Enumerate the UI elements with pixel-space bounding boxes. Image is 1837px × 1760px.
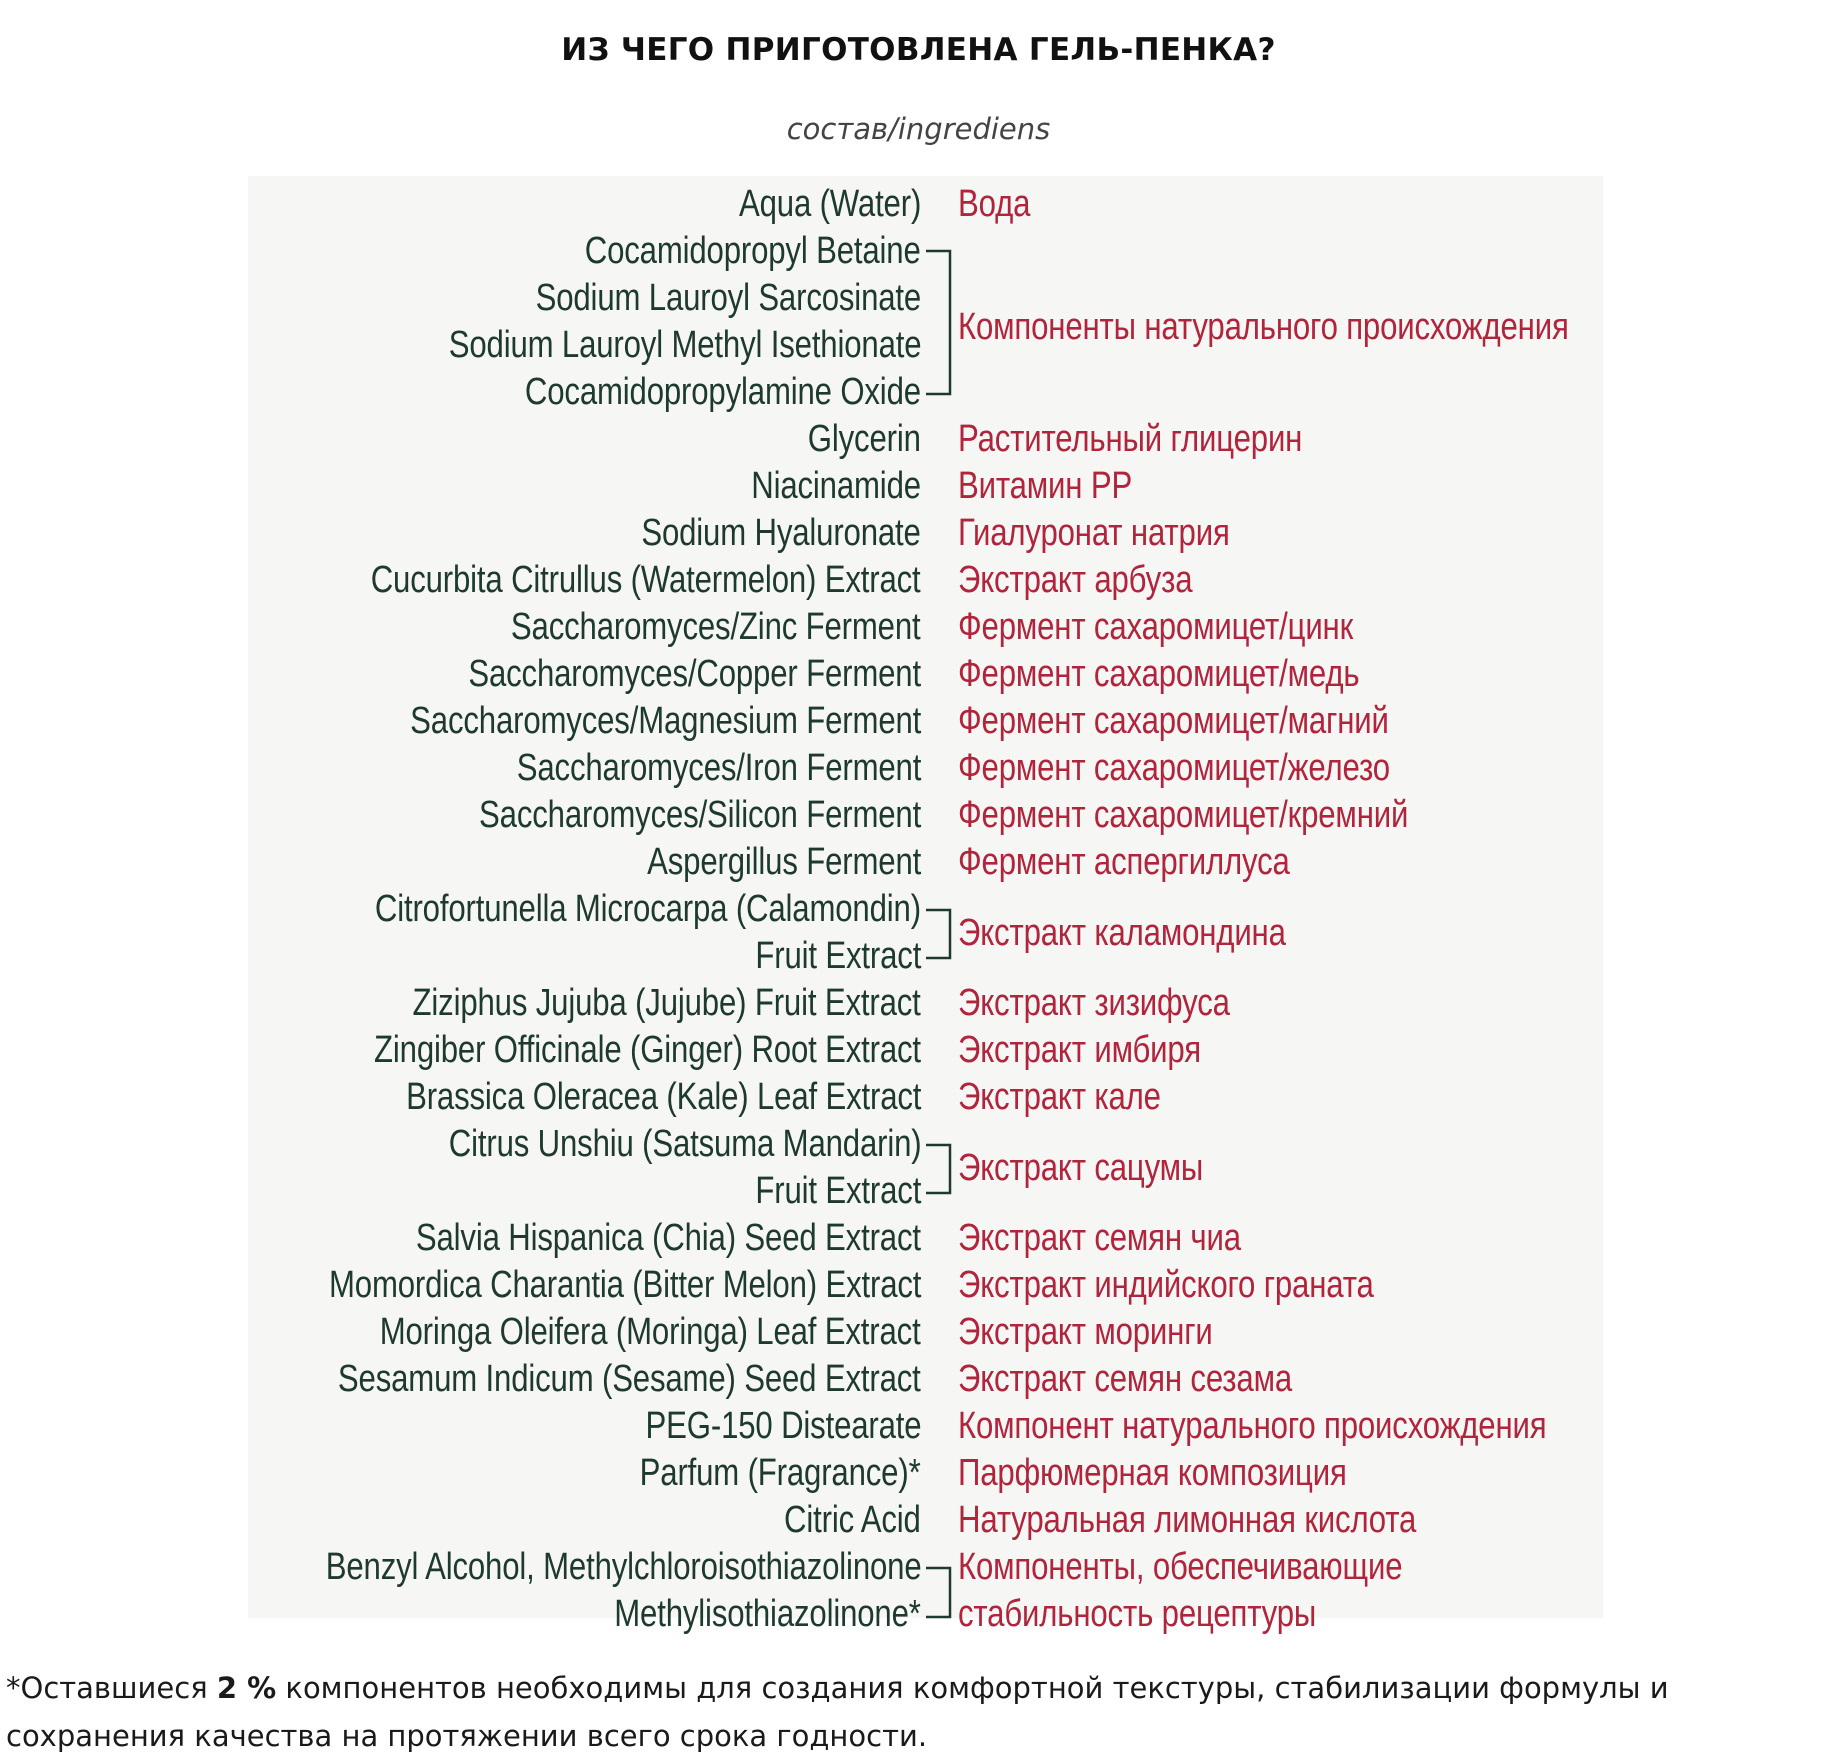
- translation-row: Экстракт кале: [958, 1076, 1161, 1118]
- ingredient-row: Glycerin: [808, 418, 921, 460]
- ingredient-row: Citric Acid: [784, 1499, 921, 1541]
- ingredient-row: Moringa Oleifera (Moringa) Leaf Extract: [380, 1311, 921, 1353]
- translation-row: Вода: [958, 183, 1031, 225]
- translation-row: Фермент сахаромицет/магний: [958, 700, 1389, 742]
- ingredient-row: Salvia Hispanica (Chia) Seed Extract: [415, 1217, 921, 1259]
- translation-row: Гиалуронат натрия: [958, 512, 1230, 554]
- translation-row: Экстракт семян чиа: [958, 1217, 1241, 1259]
- ingredient-row: Brassica Oleracea (Kale) Leaf Extract: [405, 1076, 921, 1118]
- ingredient-row: Citrofortunella Microcarpa (Calamondin): [374, 888, 921, 930]
- page-subtitle: состав/ingrediens: [786, 112, 1051, 146]
- translation-row: стабильность рецептуры: [958, 1593, 1317, 1635]
- ingredient-row: Citrus Unshiu (Satsuma Mandarin): [448, 1123, 921, 1165]
- translation-row: Экстракт каламондина: [958, 912, 1286, 954]
- ingredient-row: Ziziphus Jujuba (Jujube) Fruit Extract: [412, 982, 921, 1024]
- footnote-highlight: 2 %: [216, 1671, 277, 1705]
- ingredient-row: Parfum (Fragrance)*: [640, 1452, 921, 1494]
- ingredient-row: Saccharomyces/Silicon Ferment: [478, 794, 921, 836]
- translation-row: Фермент сахаромицет/цинк: [958, 606, 1354, 648]
- ingredient-row: Zingiber Officinale (Ginger) Root Extract: [374, 1029, 921, 1071]
- ingredient-row: Fruit Extract: [755, 935, 921, 977]
- translation-row: Растительный глицерин: [958, 418, 1303, 460]
- ingredient-row: Methylisothiazolinone*: [614, 1593, 921, 1635]
- ingredient-row: Benzyl Alcohol, Methylchloroisothiazolinone: [325, 1546, 921, 1588]
- translation-row: Витамин PP: [958, 465, 1133, 507]
- translation-row: Фермент сахаромицет/медь: [958, 653, 1360, 695]
- ingredient-row: PEG-150 Distearate: [645, 1405, 921, 1447]
- translation-row: Экстракт моринги: [958, 1311, 1213, 1353]
- translation-row: Парфюмерная композиция: [958, 1452, 1347, 1494]
- ingredient-row: Cucurbita Citrullus (Watermelon) Extract: [371, 559, 921, 601]
- translation-row: Компоненты, обеспечивающие: [958, 1546, 1403, 1588]
- translation-row: Компоненты натурального происхождения: [958, 306, 1569, 348]
- translation-row: Экстракт имбиря: [958, 1029, 1201, 1071]
- translation-row: Фермент сахаромицет/кремний: [958, 794, 1409, 836]
- ingredient-row: Cocamidopropylamine Oxide: [525, 371, 921, 413]
- ingredient-row: Sodium Lauroyl Sarcosinate: [535, 277, 921, 319]
- translation-row: Компонент натурального происхождения: [958, 1405, 1547, 1447]
- translation-row: Экстракт сацумы: [958, 1147, 1204, 1189]
- ingredient-row: Niacinamide: [751, 465, 921, 507]
- ingredient-row: Saccharomyces/Zinc Ferment: [511, 606, 921, 648]
- ingredient-row: Momordica Charantia (Bitter Melon) Extract: [328, 1264, 921, 1306]
- translation-row: Натуральная лимонная кислота: [958, 1499, 1417, 1541]
- ingredient-row: Aspergillus Ferment: [647, 841, 921, 883]
- ingredient-row: Cocamidopropyl Betaine: [585, 230, 921, 272]
- ingredient-row: Aqua (Water): [738, 183, 921, 225]
- translation-row: Экстракт арбуза: [958, 559, 1193, 601]
- translation-row: Фермент аспергиллуса: [958, 841, 1290, 883]
- translation-row: Экстракт индийского граната: [958, 1264, 1374, 1306]
- footnote-text: компонентов необходимы для создания комфортной текстуры, стабилизации формулы и сохранения качества на протяжении всего срока годности.: [6, 1671, 1669, 1753]
- translation-row: Фермент сахаромицет/железо: [958, 747, 1390, 789]
- ingredient-row: Saccharomyces/Magnesium Ferment: [410, 700, 921, 742]
- footnote-prefix: *Оставшиеся: [6, 1671, 217, 1705]
- translation-row: Экстракт семян сезама: [958, 1358, 1293, 1400]
- ingredient-row: Fruit Extract: [755, 1170, 921, 1212]
- ingredient-row: Sesamum Indicum (Sesame) Seed Extract: [338, 1358, 921, 1400]
- ingredient-row: Sodium Hyaluronate: [641, 512, 921, 554]
- ingredient-row: Sodium Lauroyl Methyl Isethionate: [448, 324, 921, 366]
- ingredient-row: Saccharomyces/Copper Ferment: [468, 653, 921, 695]
- translation-row: Экстракт зизифуса: [958, 982, 1230, 1024]
- ingredient-row: Saccharomyces/Iron Ferment: [516, 747, 921, 789]
- page-title: ИЗ ЧЕГО ПРИГОТОВЛЕНА ГЕЛЬ-ПЕНКА?: [561, 32, 1276, 68]
